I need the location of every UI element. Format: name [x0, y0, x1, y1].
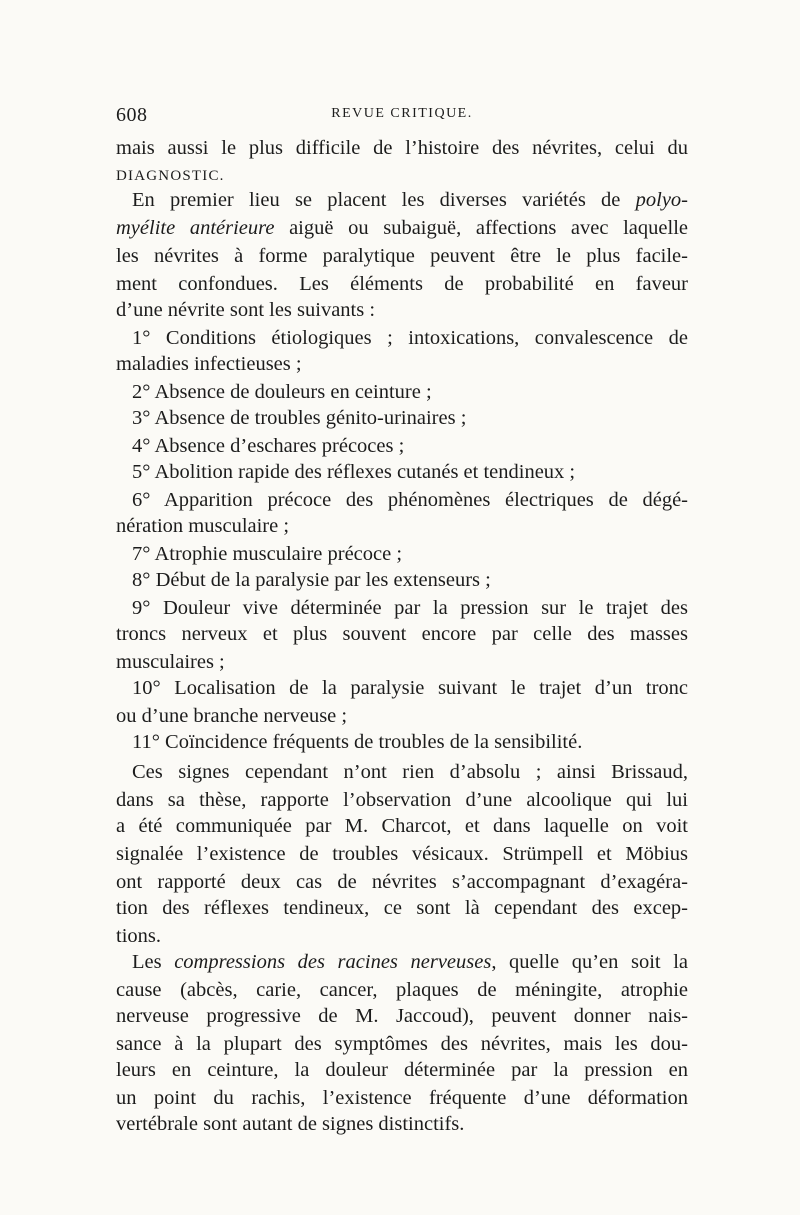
text-line: 1° Conditions étiologiques ; intoxications, convalescence de [132, 327, 688, 349]
text-line: 7° Atrophie musculaire précoce ; [132, 543, 403, 565]
text-line: 9° Douleur vive déterminée par la pression sur le trajet des [132, 597, 688, 619]
text-line: 6° Apparition précoce des phénomènes électriques de dégé- [132, 489, 688, 511]
text-line: ou d’une branche nerveuse ; [116, 705, 348, 727]
text-line: vertébrale sont autant de signes distinctifs. [116, 1113, 465, 1135]
text-line: ont rapporté deux cas de névrites s’accompagnant d’exagéra- [116, 871, 688, 893]
text-line: un point du rachis, l’existence fréquente d’une déformation [116, 1087, 688, 1109]
text-line: tion des réflexes tendineux, ce sont là cependant des excep- [116, 897, 688, 919]
text-line: les névrites à forme paralytique peuvent être le plus facile- [116, 245, 688, 267]
text-line: nerveuse progressive de M. Jaccoud), peuvent donner nais- [116, 1005, 688, 1027]
text-line: sance à la plupart des symptômes des névrites, mais les dou- [116, 1033, 688, 1055]
text-line: tions. [116, 925, 161, 947]
text-line: myélite antérieure aiguë ou subaiguë, affections avec laquelle [116, 217, 688, 239]
text-line: ment confondues. Les éléments de probabilité en faveur [116, 273, 688, 295]
text-line: troncs nerveux et plus souvent encore par celle des masses [116, 623, 688, 645]
text-line: 5° Abolition rapide des réflexes cutanés et tendineux ; [132, 461, 576, 483]
page-number: 608 [116, 104, 148, 126]
text-line: maladies infectieuses ; [116, 353, 302, 375]
text-line: d’une névrite sont les suivants : [116, 299, 376, 321]
text-line: cause (abcès, carie, cancer, plaques de méningite, atrophie [116, 979, 688, 1001]
text-line: musculaires ; [116, 651, 225, 673]
text-line: En premier lieu se placent les diverses variétés de polyo- [132, 189, 688, 211]
text-line: dans sa thèse, rapporte l’observation d’une alcoolique qui lui [116, 789, 688, 811]
running-title: REVUE CRITIQUE. [331, 106, 473, 121]
text-line: 11° Coïncidence fréquents de troubles de la sensibilité. [132, 731, 583, 753]
text-line: Ces signes cependant n’ont rien d’absolu ; ainsi Brissaud, [132, 761, 688, 783]
text-line: 3° Absence de troubles génito-urinaires ; [132, 407, 467, 429]
text-line: 8° Début de la paralysie par les extenseurs ; [132, 569, 491, 591]
text-line: nération musculaire ; [116, 515, 290, 537]
text-line: leurs en ceinture, la douleur déterminée par la pression en [116, 1059, 688, 1081]
text-line: signalée l’existence de troubles vésicaux. Strümpell et Möbius [116, 843, 688, 865]
text-line: 10° Localisation de la paralysie suivant le trajet d’un tronc [132, 677, 688, 699]
text-line: 2° Absence de douleurs en ceinture ; [132, 381, 432, 403]
text-line: 4° Absence d’eschares précoces ; [132, 435, 405, 457]
running-header [116, 104, 688, 130]
text-line: DIAGNOSTIC. [116, 168, 225, 184]
text-line: Les compressions des racines nerveuses, quelle qu’en soit la [132, 951, 688, 973]
text-line: mais aussi le plus difficile de l’histoire des névrites, celui du [116, 137, 688, 159]
text-line: a été communiquée par M. Charcot, et dans laquelle on voit [116, 815, 688, 837]
